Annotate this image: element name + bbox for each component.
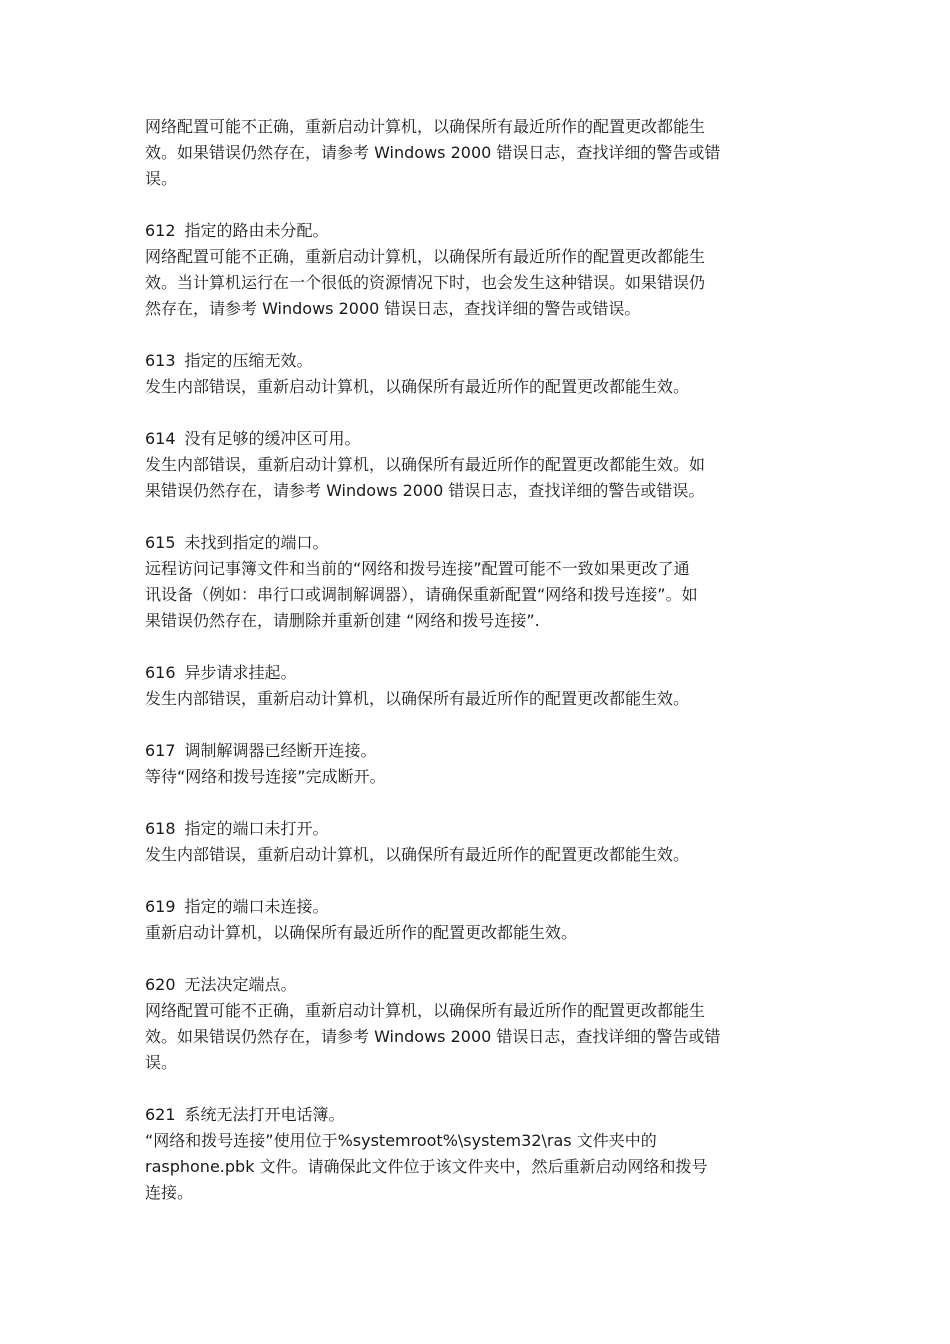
error-description-line: 果错误仍然存在，请删除并重新创建 “网络和拨号连接”. xyxy=(145,611,540,630)
error-title: 没有足够的缓冲区可用。 xyxy=(184,429,361,448)
error-entry-616 xyxy=(145,660,810,712)
error-title: 无法决定端点。 xyxy=(184,975,297,994)
error-description-line: 远程访问记事簿文件和当前的“网络和拨号连接”配置可能不一致如果更改了通 xyxy=(145,559,690,578)
error-code: 617 xyxy=(145,741,176,760)
error-heading xyxy=(145,660,810,686)
error-description-line: 然存在，请参考 Windows 2000 错误日志，查找详细的警告或错误。 xyxy=(145,299,641,318)
error-code: 619 xyxy=(145,897,176,916)
error-entry-614 xyxy=(145,426,810,504)
error-heading xyxy=(145,218,810,244)
intro-paragraph xyxy=(145,114,810,192)
error-entry-612 xyxy=(145,218,810,322)
error-entry-620 xyxy=(145,972,810,1076)
error-description-line: 效。当计算机运行在一个很低的资源情况下时，也会发生这种错误。如果错误仍 xyxy=(145,273,706,292)
error-heading xyxy=(145,816,810,842)
error-description-line: 误。 xyxy=(145,1053,178,1072)
error-title: 指定的路由未分配。 xyxy=(184,221,329,240)
error-heading xyxy=(145,426,810,452)
error-description-line: 讯设备（例如：串行口或调制解调器），请确保重新配置“网络和拨号连接”。如 xyxy=(145,585,698,604)
error-heading xyxy=(145,1102,810,1128)
error-entry-615 xyxy=(145,530,810,634)
error-code: 615 xyxy=(145,533,176,552)
error-description-line: “网络和拨号连接”使用位于%systemroot%\system32\ras 文件夹中的 xyxy=(145,1131,657,1150)
error-title: 异步请求挂起。 xyxy=(184,663,297,682)
error-description-line: 网络配置可能不正确，重新启动计算机，以确保所有最近所作的配置更改都能生 xyxy=(145,247,706,266)
error-code: 614 xyxy=(145,429,176,448)
intro-line: 误。 xyxy=(145,169,178,188)
error-description-line: 效。如果错误仍然存在，请参考 Windows 2000 错误日志，查找详细的警告或错 xyxy=(145,1027,721,1046)
error-code: 613 xyxy=(145,351,176,370)
error-code: 621 xyxy=(145,1105,176,1124)
error-code: 612 xyxy=(145,221,176,240)
error-heading xyxy=(145,738,810,764)
error-entry-613 xyxy=(145,348,810,400)
error-title: 调制解调器已经断开连接。 xyxy=(184,741,377,760)
error-heading xyxy=(145,530,810,556)
error-title: 指定的压缩无效。 xyxy=(184,351,313,370)
error-description-line: 发生内部错误，重新启动计算机，以确保所有最近所作的配置更改都能生效。 xyxy=(145,845,690,864)
document-body xyxy=(145,114,810,1232)
error-description-line: 网络配置可能不正确，重新启动计算机，以确保所有最近所作的配置更改都能生 xyxy=(145,1001,706,1020)
error-description-line: 发生内部错误，重新启动计算机，以确保所有最近所作的配置更改都能生效。 xyxy=(145,689,690,708)
error-entry-619 xyxy=(145,894,810,946)
error-entry-621 xyxy=(145,1102,810,1206)
error-description-line: 连接。 xyxy=(145,1183,194,1202)
error-description-line: rasphone.pbk 文件。请确保此文件位于该文件夹中，然后重新启动网络和拨号 xyxy=(145,1157,708,1176)
error-code: 620 xyxy=(145,975,176,994)
error-code: 618 xyxy=(145,819,176,838)
error-title: 指定的端口未连接。 xyxy=(184,897,329,916)
error-title: 系统无法打开电话簿。 xyxy=(184,1105,345,1124)
error-entry-618 xyxy=(145,816,810,868)
error-title: 指定的端口未打开。 xyxy=(184,819,329,838)
error-description-line: 发生内部错误，重新启动计算机，以确保所有最近所作的配置更改都能生效。如 xyxy=(145,455,706,474)
error-heading xyxy=(145,972,810,998)
error-heading xyxy=(145,894,810,920)
error-description-line: 发生内部错误，重新启动计算机，以确保所有最近所作的配置更改都能生效。 xyxy=(145,377,690,396)
error-description-line: 等待“网络和拨号连接”完成断开。 xyxy=(145,767,386,786)
intro-line: 网络配置可能不正确，重新启动计算机，以确保所有最近所作的配置更改都能生 xyxy=(145,117,706,136)
error-code: 616 xyxy=(145,663,176,682)
error-entry-617 xyxy=(145,738,810,790)
error-description-line: 果错误仍然存在，请参考 Windows 2000 错误日志，查找详细的警告或错误。 xyxy=(145,481,705,500)
error-description-line: 重新启动计算机，以确保所有最近所作的配置更改都能生效。 xyxy=(145,923,578,942)
error-heading xyxy=(145,348,810,374)
error-title: 未找到指定的端口。 xyxy=(184,533,329,552)
intro-line: 效。如果错误仍然存在，请参考 Windows 2000 错误日志，查找详细的警告或错 xyxy=(145,143,721,162)
